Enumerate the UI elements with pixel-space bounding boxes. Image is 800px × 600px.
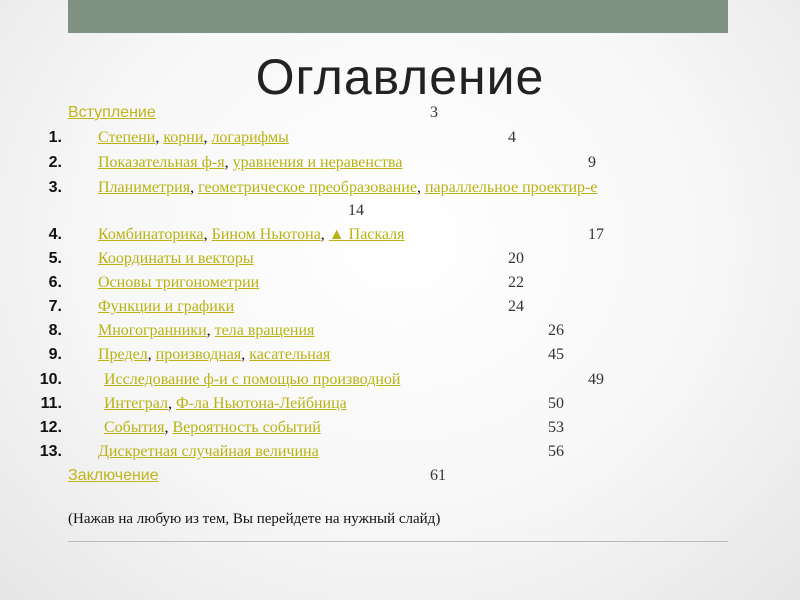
item-number: 8. — [48, 322, 62, 339]
topic-link[interactable]: Планиметрия — [98, 179, 191, 196]
topic-link[interactable]: ▲ Паскаля — [328, 226, 405, 243]
item-page-number: 53 — [548, 419, 564, 436]
topic-link[interactable]: Предел — [98, 346, 148, 363]
bottom-divider — [68, 541, 728, 542]
toc-row-outro — [0, 464, 800, 488]
topic-link[interactable]: Многогранники — [98, 322, 207, 339]
toc-row-6 — [0, 271, 800, 295]
topic-separator: , — [203, 129, 212, 146]
topic-separator: , — [416, 179, 425, 196]
topic-link[interactable]: тела вращения — [214, 322, 315, 339]
topic-separator: , — [155, 129, 164, 146]
topic-separator: , — [206, 322, 215, 339]
item-topics — [98, 151, 402, 175]
item-topics — [104, 392, 347, 416]
item-page-number: 24 — [508, 298, 524, 315]
item-number: 3. — [48, 179, 62, 196]
topic-link[interactable]: Интеграл — [104, 395, 168, 412]
topic-link[interactable]: Функции и графики — [98, 298, 235, 315]
topic-link[interactable]: логарифмы — [211, 129, 289, 146]
topic-separator: , — [168, 395, 176, 412]
item-number: 13. — [39, 443, 62, 460]
topic-separator: , — [241, 346, 250, 363]
topic-link[interactable]: Координаты и векторы — [98, 250, 254, 267]
item-page-number: 45 — [548, 346, 564, 363]
toc-row-13 — [0, 440, 800, 464]
page-title: Оглавление — [255, 49, 545, 105]
topic-separator: , — [203, 226, 212, 243]
item-page-number: 49 — [588, 371, 604, 388]
item-topics — [98, 271, 259, 295]
topic-link[interactable]: касательная — [249, 346, 331, 363]
intro-link[interactable]: Вступление — [68, 104, 156, 121]
item-topics — [98, 343, 330, 367]
toc-row-5 — [0, 247, 800, 271]
topic-separator: , — [164, 419, 173, 436]
item-page-number: 22 — [508, 274, 524, 291]
topic-link[interactable]: Вероятность событий — [172, 419, 321, 436]
toc-row-9 — [0, 343, 800, 367]
topic-separator: , — [320, 226, 329, 243]
topic-separator: , — [147, 346, 156, 363]
toc-row-1 — [0, 126, 800, 150]
item-number: 9. — [48, 346, 62, 363]
item-number: 11. — [40, 395, 62, 412]
item-topics — [98, 223, 405, 247]
topic-link[interactable]: Комбинаторика — [98, 226, 204, 243]
topic-link[interactable]: производная — [155, 346, 242, 363]
item-page-number: 26 — [548, 322, 564, 339]
topic-link[interactable]: Показательная ф-я — [98, 154, 225, 171]
topic-link[interactable]: Исследование ф-и с помощью производной — [104, 371, 401, 388]
item-topics — [98, 440, 319, 464]
toc-row-2 — [0, 151, 800, 175]
item-page-number: 4 — [508, 129, 516, 146]
topic-link[interactable]: Основы тригонометрии — [98, 274, 260, 291]
top-accent-bar — [68, 0, 728, 33]
topic-link[interactable]: корни — [163, 129, 204, 146]
topic-link[interactable]: Дискретная случайная величина — [98, 443, 319, 460]
item-page-number: 14 — [348, 202, 364, 219]
item-number: 2. — [48, 154, 62, 171]
outro-page-number: 61 — [430, 467, 446, 484]
toc-row-12 — [0, 416, 800, 440]
outro-link[interactable]: Заключение — [68, 467, 159, 484]
item-number: 6. — [48, 274, 62, 291]
item-page-number: 17 — [588, 226, 604, 243]
toc-row-8 — [0, 319, 800, 343]
toc-row-10 — [0, 368, 800, 392]
topic-link[interactable]: геометрическое преобразование — [198, 179, 417, 196]
topic-link[interactable]: Бином Ньютона — [211, 226, 321, 243]
topic-link[interactable]: уравнения и неравенства — [232, 154, 403, 171]
toc-row-11 — [0, 392, 800, 416]
topic-link[interactable]: Степени — [98, 129, 156, 146]
item-number: 1. — [48, 129, 62, 146]
item-number: 7. — [48, 298, 62, 315]
item-number: 4. — [48, 226, 62, 243]
topic-link[interactable]: Ф-ла Ньютона-Лейбница — [176, 395, 347, 412]
topic-link[interactable]: События — [104, 419, 165, 436]
navigation-note: (Нажав на любую из тем, Вы перейдете на нужный слайд) — [68, 511, 441, 527]
toc-row-intro — [0, 101, 800, 125]
item-topics — [98, 319, 314, 343]
item-number: 5. — [48, 250, 62, 267]
toc-row-7 — [0, 295, 800, 319]
intro-page-number: 3 — [430, 104, 438, 121]
item-number: 12. — [39, 419, 62, 436]
item-topics — [104, 368, 400, 392]
item-topics — [98, 247, 254, 271]
item-page-number: 56 — [548, 443, 564, 460]
toc-row-3 — [0, 176, 800, 219]
item-topics — [104, 416, 321, 440]
topic-link[interactable]: параллельное проектир-е — [424, 179, 598, 196]
topic-separator: , — [190, 179, 199, 196]
item-topics — [98, 126, 289, 150]
item-page-number: 20 — [508, 250, 524, 267]
toc-row-4 — [0, 223, 800, 247]
item-page-number: 50 — [548, 395, 564, 412]
item-topics — [98, 176, 597, 200]
item-number: 10. — [39, 371, 62, 388]
item-page-number: 9 — [588, 154, 596, 171]
item-topics — [98, 295, 234, 319]
topic-separator: , — [224, 154, 233, 171]
